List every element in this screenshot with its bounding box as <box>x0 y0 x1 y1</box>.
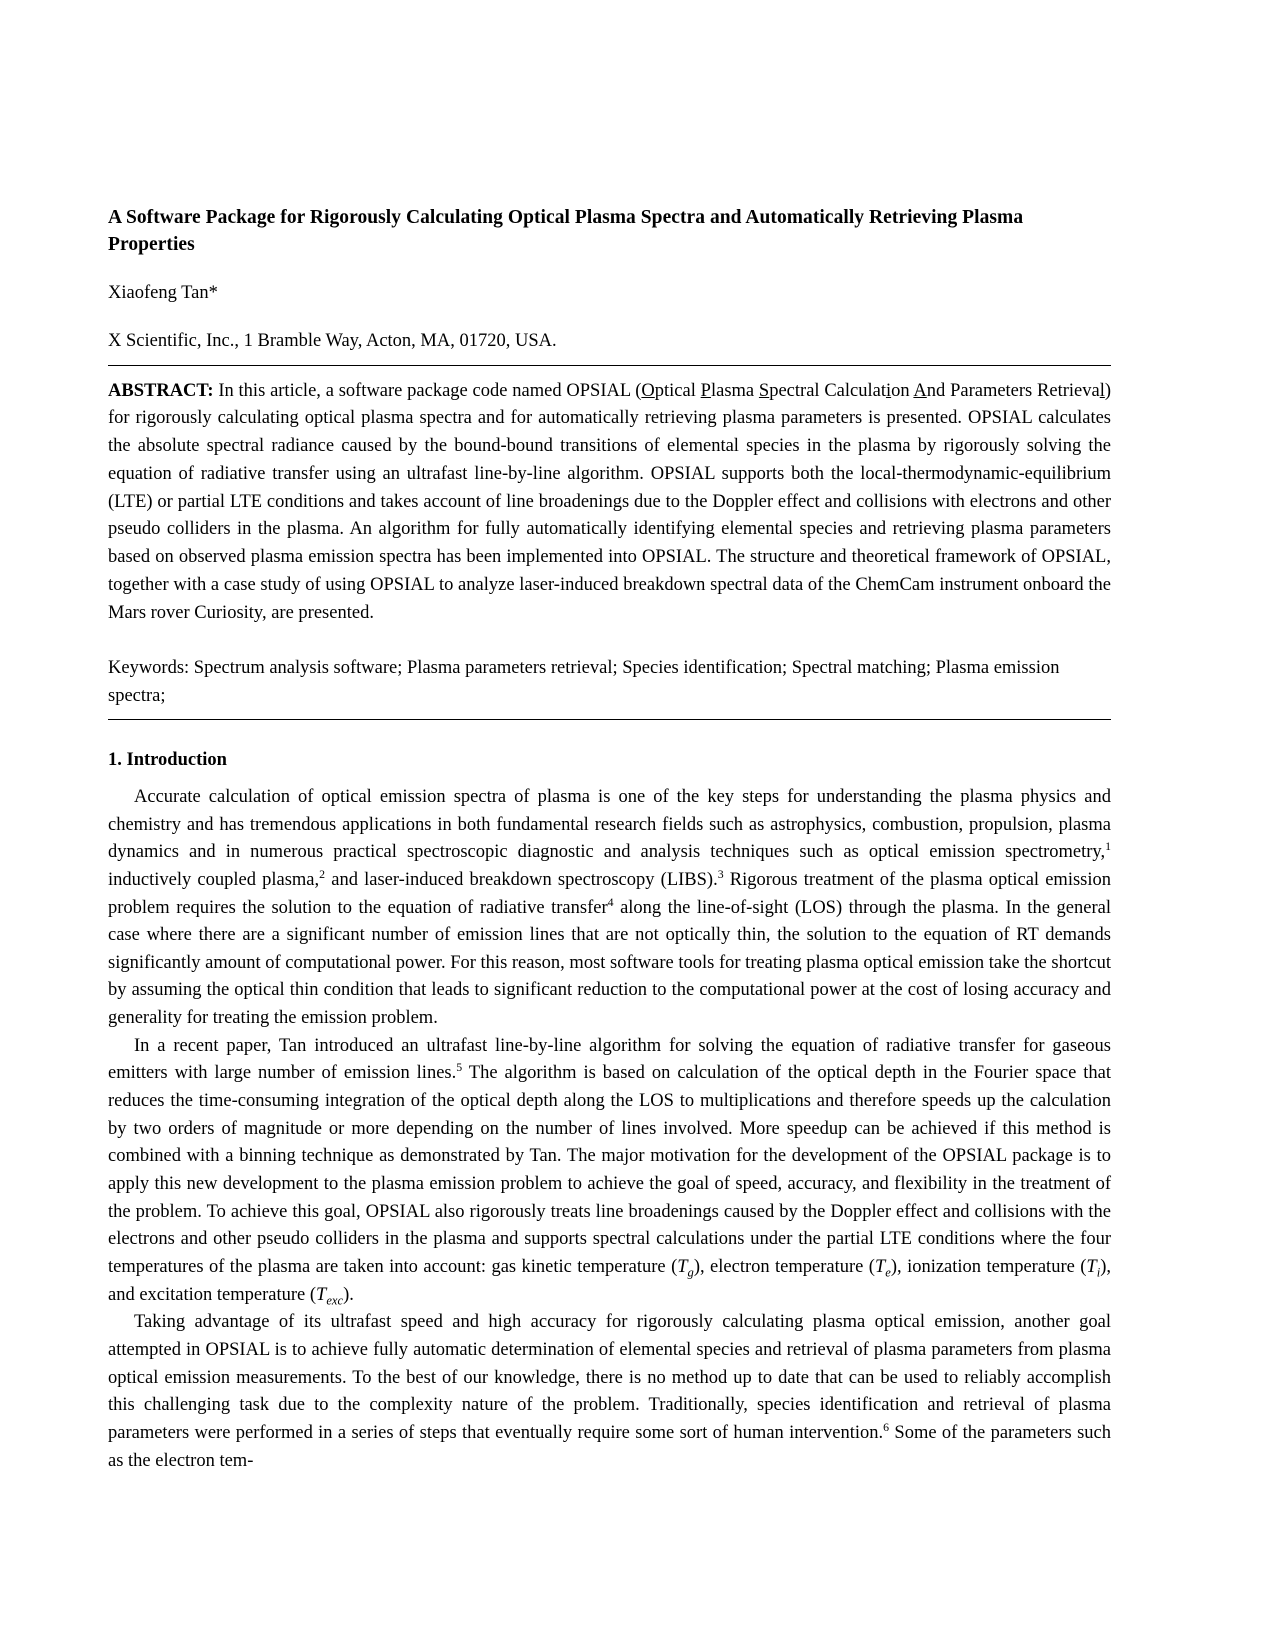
abstract-label: ABSTRACT: <box>108 380 214 401</box>
variable-T-electron: T <box>874 1257 886 1278</box>
paragraph-2-text-d: ), ionization temperature ( <box>890 1257 1087 1278</box>
paragraph-2-text-c: ), electron temperature ( <box>693 1257 875 1278</box>
author-affiliation: X Scientific, Inc., 1 Bramble Way, Acton, MA, 01720, USA. <box>108 330 557 351</box>
acronym-rest-and: nd Parameters Retrieva <box>926 380 1100 401</box>
acronym-letter-a: A <box>913 380 927 401</box>
page-content <box>108 205 1111 1475</box>
keywords-line: Keywords: Spectrum analysis software; Plasma parameters retrieval; Species identification; Spectral matching; Plasma emission spectra; <box>108 658 1060 707</box>
paragraph-1-text-a: Accurate calculation of optical emission spectra of plasma is one of the key steps for understanding the plasma physics and chemistry and has tremendous applications in both fundamental research fields such as astrophysics, combustion, propulsion, plasma dynamics and in numerous practical spectroscopic diagnostic and analysis techniques such as optical emission spectrometry, <box>108 786 1111 863</box>
paragraph-2-text-b: The algorithm is based on calculation of the optical depth in the Fourier space that reduces the time-consuming integration of the optical depth along the LOS to multiplications and therefore speeds up the calculation by two orders of magnitude or more depending on the number of lines involved. More speedup can be achieved if this method is combined with a binning technique as demonstrated by Tan. The major motivation for the development of the OPSIAL package is to apply this new development to the plasma emission problem to achieve the goal of speed, accuracy, and flexibility in the treatment of the problem. To achieve this goal, OPSIAL also rigorously treats line broadenings caused by the Doppler effect and collisions with the electrons and other pseudo colliders in the plasma and supports spectral calculations under the partial LTE conditions where the four temperatures of the plasma are taken into account: gas kinetic temperature ( <box>108 1063 1111 1278</box>
paragraph-2 <box>108 1033 1111 1310</box>
abstract-text-part2: ) for rigorously calculating optical plasma spectra and for automatically retrieving plasma parameters is presented. OPSIAL calculates the absolute spectral radiance caused by the bound-bound transitions of elemental species in the plasma by rigorously solving the equation of radiative transfer using an ultrafast line-by-line algorithm. OPSIAL supports both the local-thermodynamic-equilibrium (LTE) or partial LTE conditions and takes account of line broadenings due to the Doppler effect and collisions with electrons and other pseudo colliders in the plasma. An algorithm for fully automatically identifying elemental species and retrieving plasma parameters based on observed plasma emission spectra has been implemented into OPSIAL. The structure and theoretical framework of OPSIAL, together with a case study of using OPSIAL to analyze laser-induced breakdown spectral data of the ChemCam instrument onboard the Mars rover Curiosity, are presented. <box>108 380 1112 623</box>
author-name: Xiaofeng Tan* <box>108 282 218 303</box>
paragraph-3 <box>108 1309 1111 1475</box>
keywords-block <box>108 629 1111 719</box>
citation-ref-5: 5 <box>456 1060 463 1075</box>
citation-ref-6: 6 <box>883 1419 890 1434</box>
acronym-letter-o: O <box>641 380 655 401</box>
acronym-rest-optical: ptical <box>654 380 701 401</box>
abstract-block <box>108 366 1111 630</box>
section-heading-introduction: 1. Introduction <box>108 749 227 770</box>
subscript-i: i <box>1096 1265 1101 1280</box>
acronym-letter-l: l <box>1099 380 1105 401</box>
citation-ref-1: 1 <box>1105 839 1111 854</box>
subscript-g: g <box>687 1265 694 1280</box>
acronym-rest-spectral: pectral Calculat <box>769 380 886 401</box>
variable-T-gas: T <box>677 1257 688 1278</box>
citation-ref-4: 4 <box>607 894 614 909</box>
paragraph-1-text-b: inductively coupled plasma, <box>108 869 320 890</box>
citation-ref-2: 2 <box>319 866 326 881</box>
page-title: A Software Package for Rigorously Calculating Optical Plasma Spectra and Automatically Retrieving Plasma Properties <box>108 207 1024 255</box>
paragraph-1-text-e: along the line-of-sight (LOS) through the plasma. In the general case where there are a significant number of emission lines that are not optically thin, the solution to the equation of RT demands significantly amount of computational power. For this reason, most software tools for treating plasma optical emission take the shortcut by assuming the optical thin condition that leads to significant reduction to the computational power at the cost of losing accuracy and generality for treating the emission problem. <box>108 897 1111 1029</box>
abstract-paragraph <box>108 378 1111 628</box>
subscript-e: e <box>885 1265 891 1280</box>
acronym-rest-plasma: lasma <box>710 380 759 401</box>
acronym-rest-ion: on <box>891 380 914 401</box>
paragraph-3-text-b: Some of the parameters such as the electron tem- <box>108 1422 1111 1471</box>
acronym-letter-s: S <box>758 380 770 401</box>
keywords-bottom-rule <box>108 719 1111 720</box>
variable-T-ionization: T <box>1086 1257 1097 1278</box>
acronym-letter-i: i <box>885 380 892 401</box>
paragraph-2-text-e: ), and excitation temperature ( <box>108 1257 1111 1305</box>
abstract-text-part1: In this article, a software package code named OPSIAL ( <box>218 380 642 401</box>
paragraph-2-text-a: In a recent paper, Tan introduced an ultrafast line-by-line algorithm for solving the equation of radiative transfer for gaseous emitters with large number of emission lines. <box>108 1035 1111 1084</box>
paragraph-3-text-a: Taking advantage of its ultrafast speed and high accuracy for rigorously calculating plasma optical emission, another goal attempted in OPSIAL is to achieve fully automatic determination of elemental species and retrieval of plasma parameters from plasma optical emission measurements. To the best of our knowledge, there is no method up to date that can be used to reliably accomplish this challenging task due to the complexity nature of the problem. Traditionally, species identification and retrieval of plasma parameters were performed in a series of steps that eventually require some sort of human intervention. <box>108 1312 1111 1443</box>
citation-ref-3: 3 <box>717 866 724 881</box>
acronym-letter-p: P <box>700 380 711 401</box>
paragraph-1 <box>108 784 1111 1033</box>
paragraph-1-text-c: and laser-induced breakdown spectroscopy (LIBS). <box>325 869 718 890</box>
paragraph-1-text-d: Rigorous treatment of the plasma optical emission problem requires the solution to the equation of radiative transfer <box>108 869 1111 918</box>
paragraph-2-text-f: ). <box>343 1284 354 1305</box>
variable-T-excitation: T <box>316 1284 327 1305</box>
subscript-exc: exc <box>326 1293 344 1308</box>
